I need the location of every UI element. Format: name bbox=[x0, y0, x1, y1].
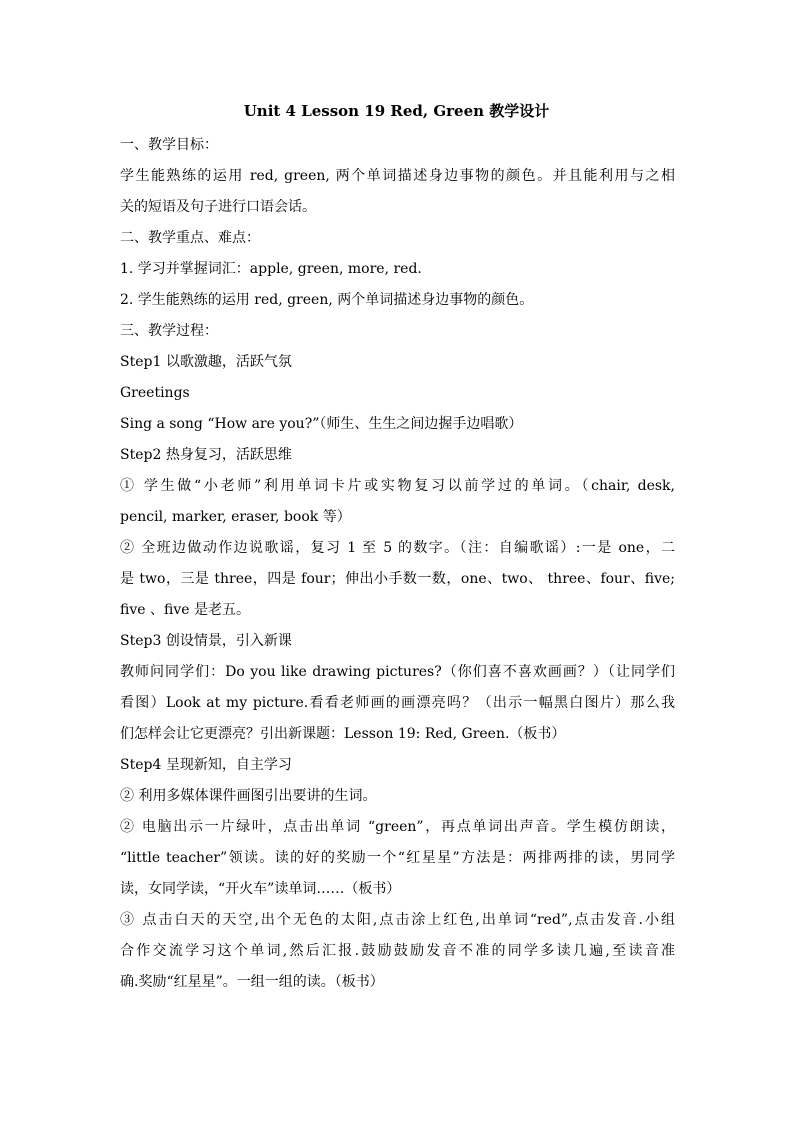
text-line: 学生能熟练的运用 red, green, 两个单词描述身边事物的颜色。并且能利用与之相 bbox=[120, 168, 675, 184]
text-line: 关的短语及句子进行口语会话。 bbox=[120, 199, 316, 215]
document-body bbox=[120, 130, 675, 998]
text-line: ③ 点击白天的天空,出个无色的太阳,点击涂上红色,出单词“red”,点击发音.小组 bbox=[120, 912, 675, 928]
text-line: 们怎样会让它更漂亮？引出新课题：Lesson 19: Red, Green.（板书） bbox=[120, 726, 566, 742]
text-line: Step1 以歌激趣，活跃气氛 bbox=[120, 354, 292, 370]
document-title: Unit 4 Lesson 19 Red, Green 教学设计 bbox=[243, 102, 550, 120]
text-line: 读，女同学读，“开火车”读单词……（板书） bbox=[120, 881, 401, 897]
text-line: 2. 学生能熟练的运用 red, green, 两个单词描述身边事物的颜色。 bbox=[120, 292, 534, 308]
text-line: Step3 创设情景，引入新课 bbox=[120, 633, 292, 649]
text-line: five 、five 是老五。 bbox=[120, 602, 250, 618]
text-line: pencil, marker, eraser, book 等） bbox=[120, 509, 351, 525]
text-line: 三、教学过程： bbox=[120, 323, 218, 339]
text-line: “little teacher”领读。读的好的奖励一个“红星星”方法是：两排两排的读，男同学 bbox=[120, 850, 675, 866]
text-line: 一、教学目标： bbox=[120, 137, 218, 153]
text-line: Step2 热身复习，活跃思维 bbox=[120, 447, 292, 463]
text-line: Sing a song “How are you?”（师生、生生之间边握手边唱歌） bbox=[120, 416, 523, 432]
text-line: Step4 呈现新知，自主学习 bbox=[120, 757, 292, 773]
text-line: 教师问同学们：Do you like drawing pictures?（你们喜不喜欢画画？）（让同学们 bbox=[120, 664, 675, 680]
text-line: ① 学生做“小老师”利用单词卡片或实物复习以前学过的单词。（chair, desk, bbox=[120, 478, 675, 494]
text-line: ② 利用多媒体课件画图引出要讲的生词。 bbox=[120, 788, 377, 804]
text-line: 二、教学重点、难点： bbox=[120, 230, 260, 246]
text-line: 是 two，三是 three，四是 four；伸出小手数一数，one、two、 three、four、five; bbox=[120, 571, 675, 587]
text-line: ② 电脑出示一片绿叶，点击出单词 “green”，再点单词出声音。学生模仿朗读， bbox=[120, 819, 675, 835]
text-line: Greetings bbox=[120, 385, 190, 401]
text-line: 确.奖励“红星星”。一组一组的读。（板书） bbox=[120, 974, 384, 990]
text-line: 合作交流学习这个单词,然后汇报.鼓励鼓励发音不准的同学多读几遍,至读音准 bbox=[120, 943, 675, 959]
text-line: 1. 学习并掌握词汇：apple, green, more, red. bbox=[120, 261, 422, 277]
text-line: 看图）Look at my picture.看看老师画的画漂亮吗？（出示一幅黑白图片）那么我 bbox=[120, 695, 675, 711]
text-line: ② 全班边做动作边说歌谣，复习 1 至 5 的数字。（注：自编歌谣）:一是 one，二 bbox=[120, 540, 675, 556]
